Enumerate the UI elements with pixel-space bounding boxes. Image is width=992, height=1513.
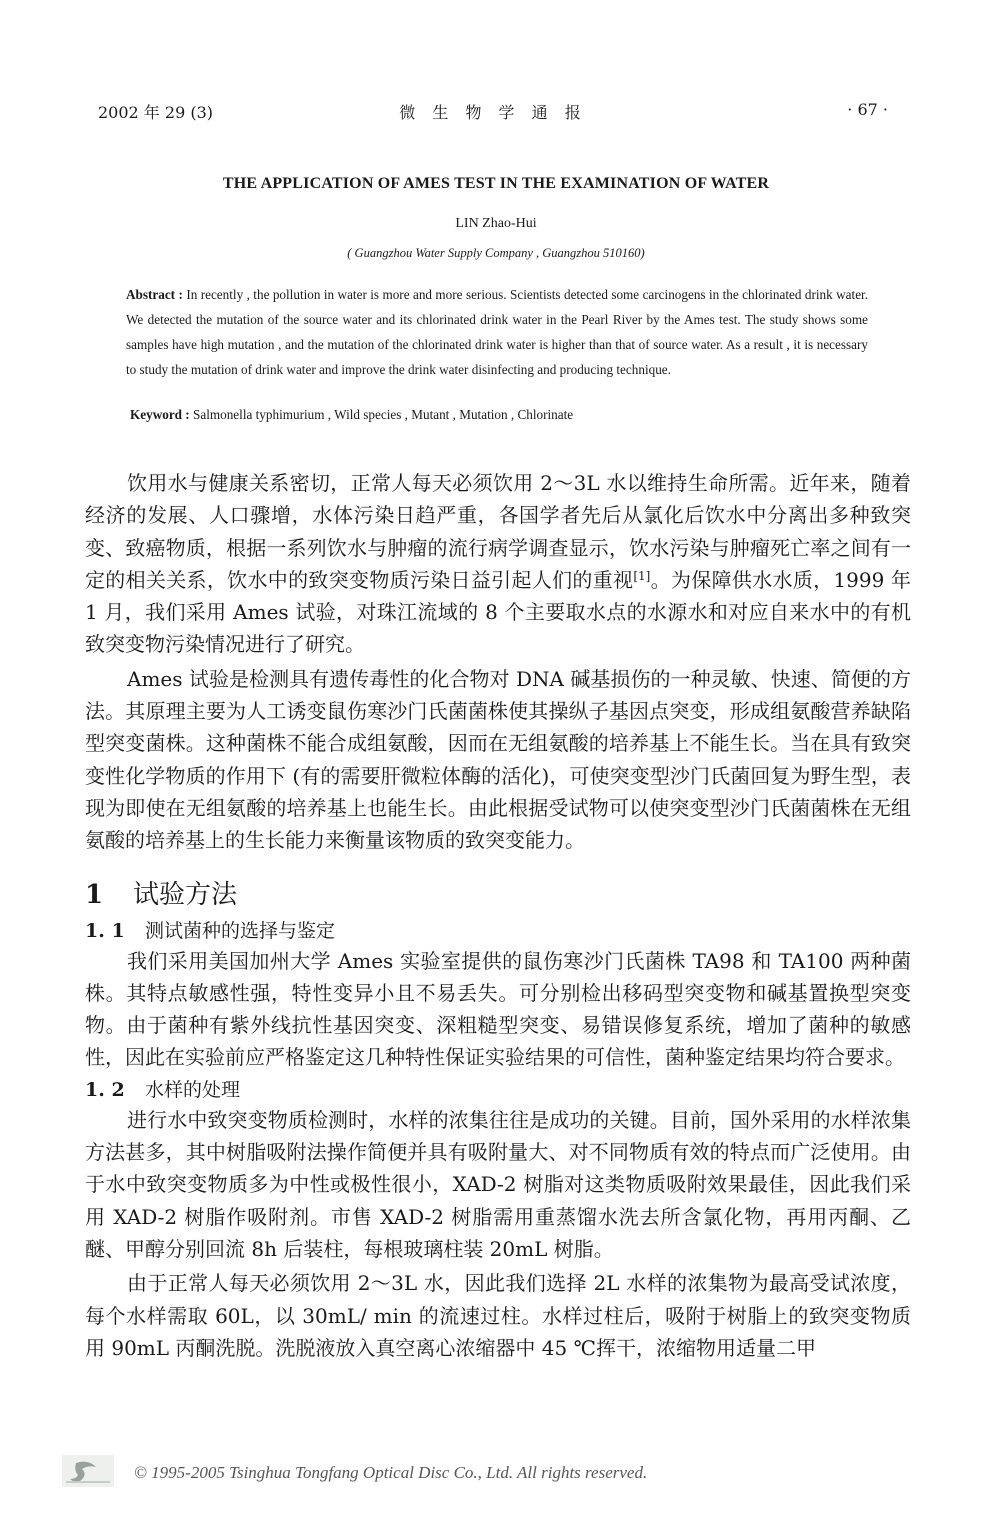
keyword-text: Salmonella typhimurium , Wild species , Mutant , Mutation , Chlorinate	[193, 407, 574, 422]
sample-paragraph: 进行水中致突变物质检测时，水样的浓集往往是成功的关键。目前，国外采用的水样浓集方法甚多，其中树脂吸附法操作简便并具有吸附量大、对不同物质有效的特点而广泛使用。由于水中致突变物质多为中性或极性很小，XAD-2 树脂对这类物质吸附效果最佳，因此我们采用 XAD-2 树脂作吸附剂。市售 XAD-2 树脂需用重蒸馏水洗去所含氯化物，再用丙酮、乙醚、甲醇分别回流 8h 后装柱，每根玻璃柱装 20mL 树脂。	[85, 1107, 911, 1261]
journal-name: 微 生 物 学 通 报	[399, 103, 587, 122]
page-number: · 67 ·	[847, 100, 888, 119]
intro-paragraph: 饮用水与健康关系密切，正常人每天必须饮用 2～3L 水以维持生命所需。近年来，随着经济的发展、人口骤增，水体污染日趋严重，各国学者先后从氯化后饮水中分离出多种致突变、致癌物质，根据一系列饮水与肿瘤的流行病学调查显示，饮水污染与肿瘤死亡率之间有一定的相关关系，饮水中的致突变物质污染日益引起人们的重视[1]。为保障供水水质，1999 年 1 月，我们采用 Ames 试验，对珠江流域的 8 个主要取水点的水源水和对应自来水中的有机致突变物污染情况进行了研究。	[85, 471, 911, 657]
article-body	[85, 467, 911, 1366]
running-header	[98, 100, 888, 122]
abstract-label: Abstract :	[126, 287, 183, 302]
ames-paragraph: Ames 试验是检测具有遗传毒性的化合物对 DNA 碱基损伤的一种灵敏、快速、简便的方法。其原理主要为人工诱变鼠伤寒沙门氏菌菌株使其操纵子基因点突变，形成组氨酸营养缺陷型突变菌株。这种菌株不能合成组氨酸，因而在无组氨酸的培养基上不能生长。当在具有致突变性化学物质的作用下 (有的需要肝微粒体酶的活化)，可使突变型沙门氏菌回复为野生型，表现为即使在无组氨酸的培养基上也能生长。由此根据受试物可以使突变型沙门氏菌菌株在无组氨酸的培养基上的生长能力来衡量该物质的致突变能力。	[85, 666, 911, 853]
subsection-heading-1-1: 1. 1 测试菌种的选择与鉴定	[85, 919, 336, 942]
keywords	[130, 407, 870, 423]
publisher-logo-icon	[62, 1455, 114, 1487]
abstract	[126, 282, 868, 382]
author-name: LIN Zhao-Hui	[455, 216, 537, 231]
dose-paragraph: 由于正常人每天必须饮用 2～3L 水，因此我们选择 2L 水样的浓集物为最高受试浓度，每个水样需取 60L，以 30mL/ min 的流速过柱。水样过柱后，吸附于树脂上的致突变物质用 90mL 丙酮洗脱。洗脱液放入真空离心浓缩器中 45 ℃挥干，浓缩物用适量二甲	[85, 1271, 911, 1360]
article-title: THE APPLICATION OF AMES TEST IN THE EXAMINATION OF WATER	[222, 175, 770, 192]
copyright-notice: © 1995-2005 Tsinghua Tongfang Optical Disc Co., Ltd. All rights reserved.	[134, 1463, 648, 1482]
strain-paragraph: 我们采用美国加州大学 Ames 实验室提供的鼠伤寒沙门氏菌株 TA98 和 TA100 两种菌株。其特点敏感性强，特性变异小且不易丢失。可分别检出移码型突变物和碱基置换型突变物。由于菌种有紫外线抗性基因突变、深粗糙型突变、易错误修复系统，增加了菌种的敏感性，因此在实验前应严格鉴定这几种特性保证实验结果的可信性，菌种鉴定结果均符合要求。	[85, 948, 911, 1070]
journal-volume: 2002 年 29 (3)	[98, 103, 214, 122]
keyword-label: Keyword :	[130, 407, 190, 422]
abstract-text: In recently , the pollution in water is more and more serious. Scientists detected some carcinogens in the chlorinated drink water. We detected the mutation of the source water and its chlorinated drink water in the Pearl River by the Ames test. The study shows some samples have high mutation , and the mutation of the chlorinated drink water is higher than that of source water. As a result , it is necessary to study the mutation of drink water and improve the drink water disinfecting and producing technique.	[126, 287, 869, 377]
subsection-heading-1-2: 1. 2 水样的处理	[85, 1078, 241, 1101]
page-footer	[62, 1455, 922, 1491]
citation-ref[interactable]: [1]	[633, 568, 651, 583]
section-heading-1: 1 试验方法	[85, 879, 238, 910]
author-affiliation: ( Guangzhou Water Supply Company , Guangzhou 510160)	[347, 246, 645, 260]
